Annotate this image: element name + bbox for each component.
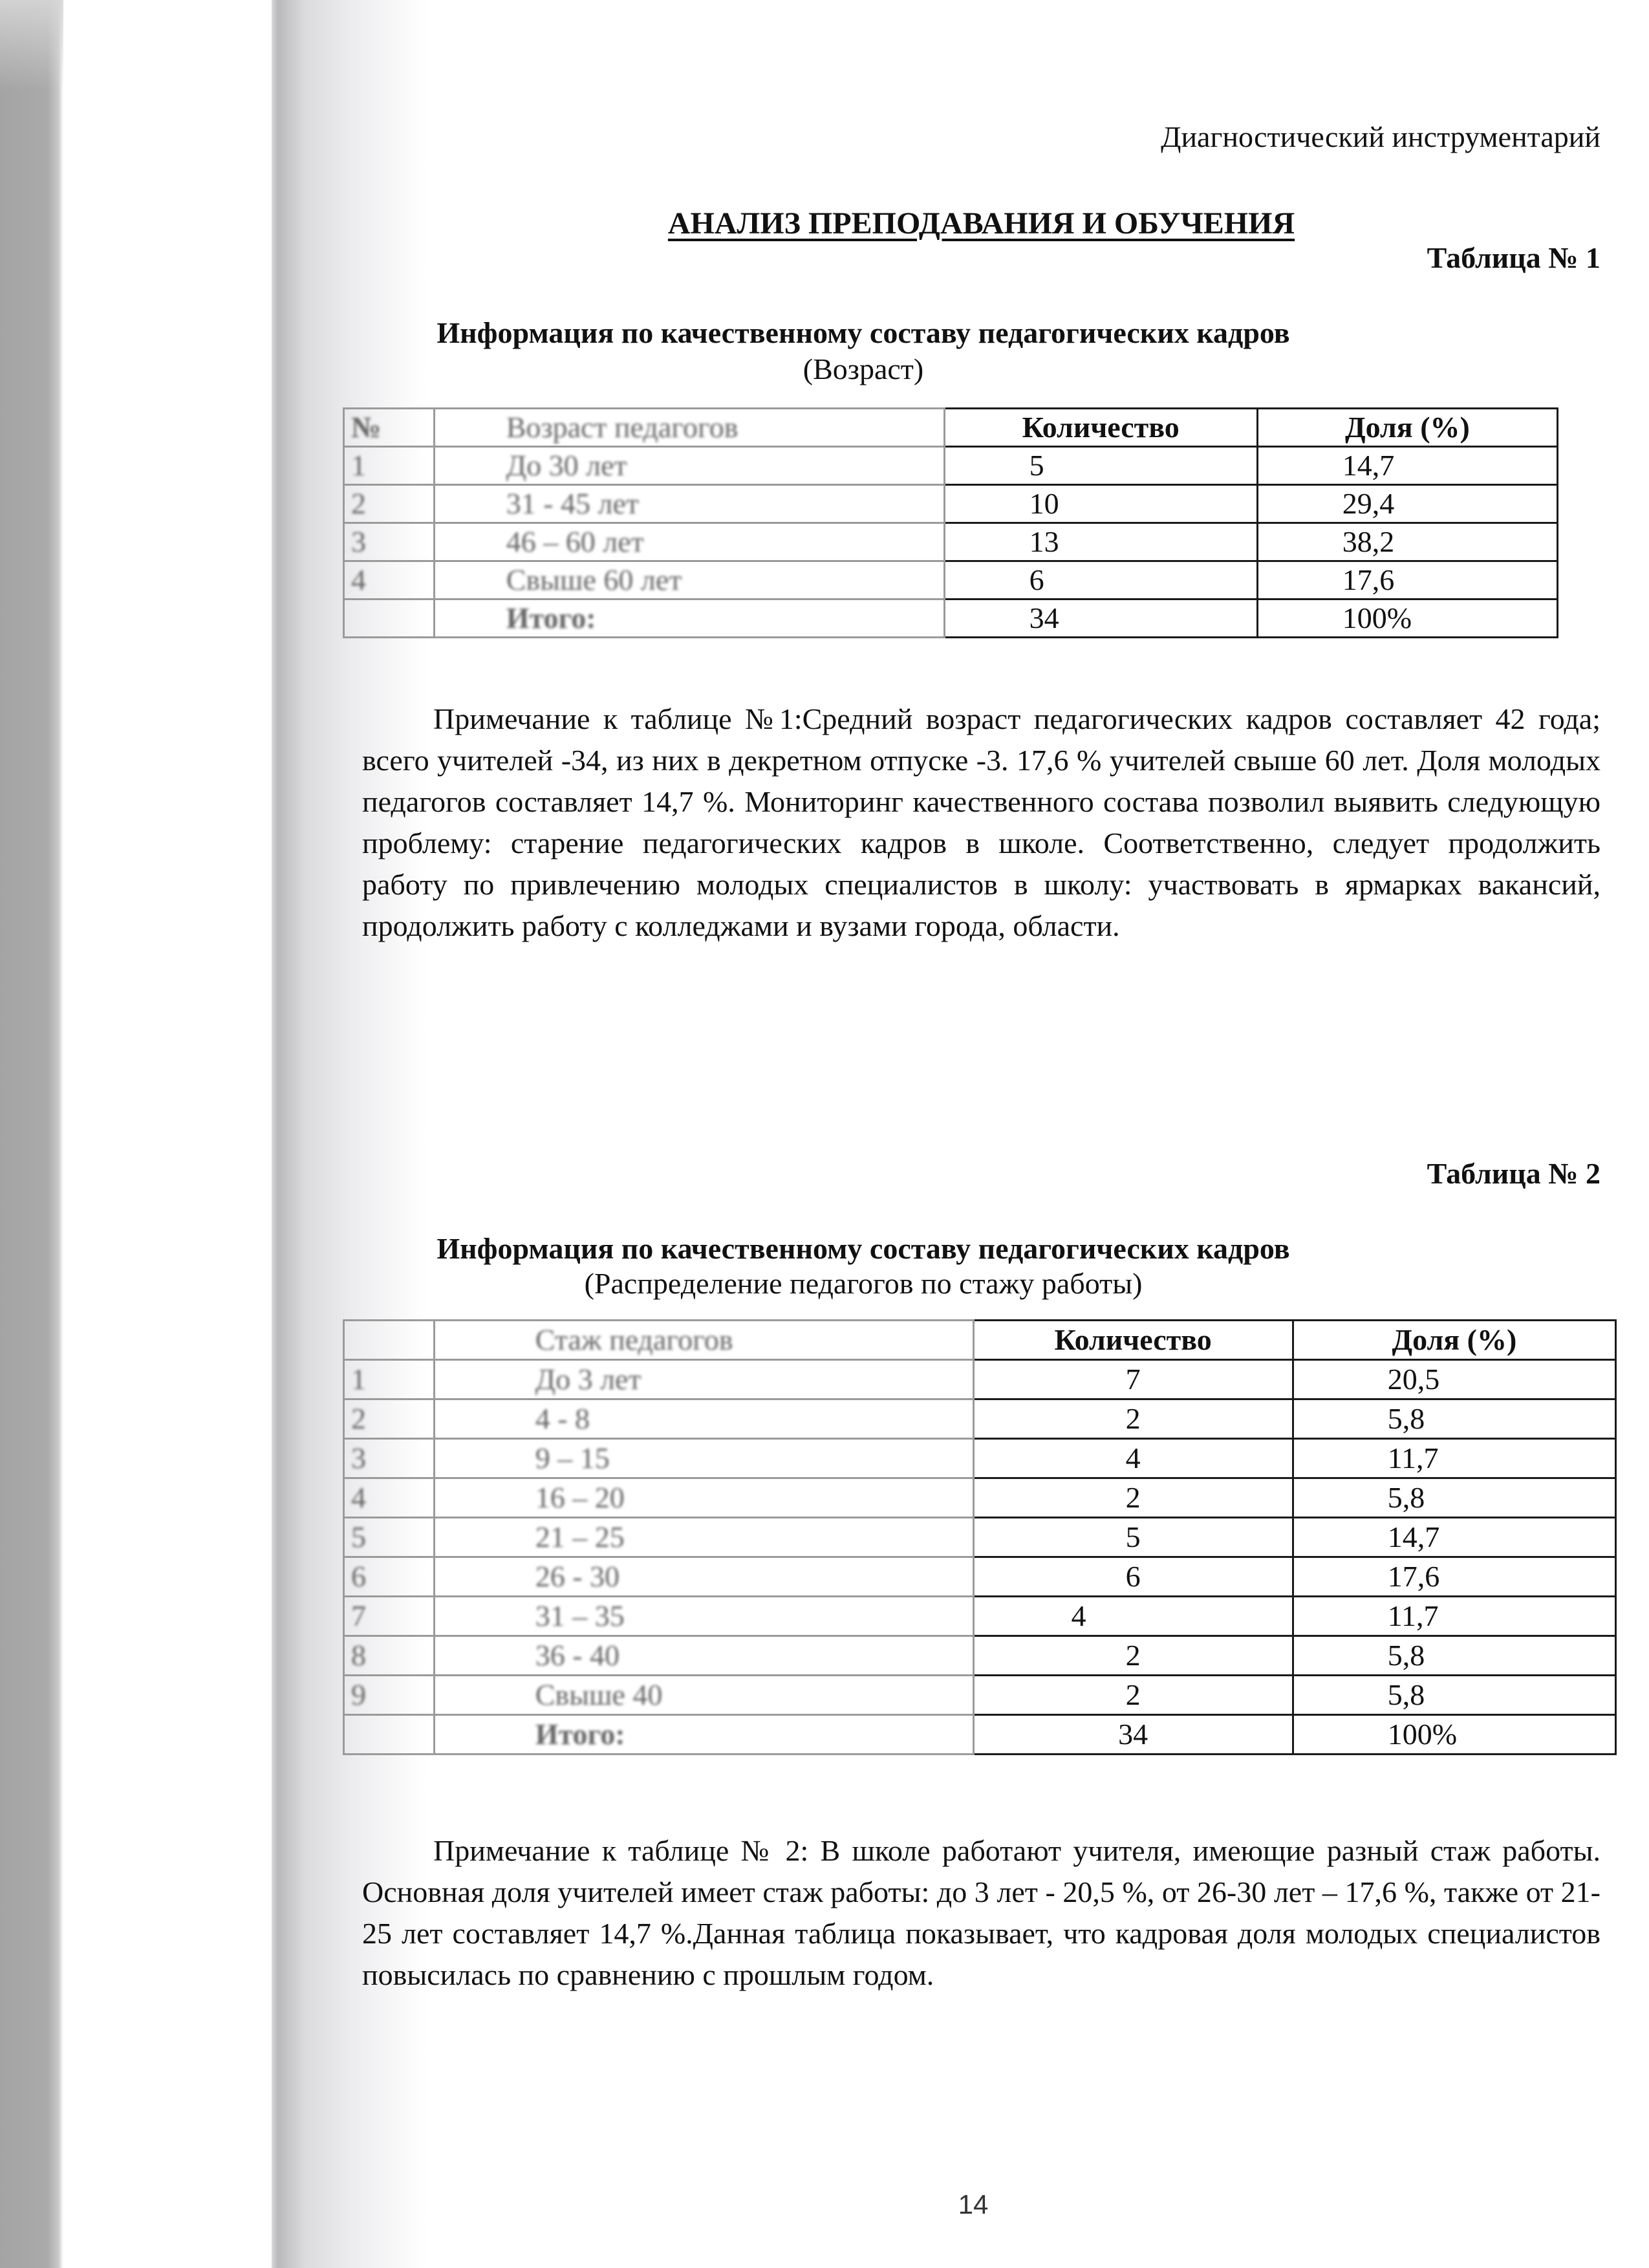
row-label: 9 – 15 <box>434 1439 973 1478</box>
page-title: АНАЛИЗ ПРЕПОДАВАНИЯ И ОБУЧЕНИЯ <box>667 206 1295 241</box>
table-total-row <box>344 1715 1616 1755</box>
row-num: 3 <box>344 523 435 561</box>
table-row <box>344 1478 1616 1518</box>
row-num: 4 <box>344 1478 435 1518</box>
row-label: Свыше 60 лет <box>434 561 944 599</box>
header-age: Возраст педагогов <box>434 409 944 447</box>
total-num <box>344 599 435 638</box>
total-share: 100% <box>1257 599 1557 638</box>
row-label: 36 - 40 <box>434 1636 973 1676</box>
row-count: 2 <box>973 1478 1293 1518</box>
header-num <box>344 1321 435 1360</box>
table2-label: Таблица № 2 <box>1427 1157 1600 1190</box>
page-number: 14 <box>958 2189 989 2219</box>
table1-label: Таблица № 1 <box>1427 241 1600 274</box>
total-share: 100% <box>1293 1715 1615 1755</box>
table-header-row <box>344 1321 1616 1360</box>
table-row <box>344 561 1558 599</box>
table-row <box>344 447 1558 485</box>
row-num: 8 <box>344 1636 435 1676</box>
row-num: 1 <box>344 447 435 485</box>
row-share: 5,8 <box>1293 1399 1615 1439</box>
row-count: 2 <box>973 1399 1293 1439</box>
row-count: 10 <box>944 485 1257 523</box>
total-count: 34 <box>973 1715 1293 1755</box>
table-row <box>344 1399 1616 1439</box>
table-row <box>344 1518 1616 1557</box>
row-share: 5,8 <box>1293 1676 1615 1715</box>
row-count: 5 <box>944 447 1257 485</box>
row-share: 20,5 <box>1293 1360 1615 1399</box>
row-label: Свыше 40 <box>434 1676 973 1715</box>
header-experience: Стаж педагогов <box>434 1321 973 1360</box>
row-count: 2 <box>973 1676 1293 1715</box>
row-label: 26 - 30 <box>434 1557 973 1597</box>
table1-title <box>39 316 1649 350</box>
table2-note: Примечание к таблице № 2: В школе работают учителя, имеющие разный стаж работы. Основная доля учителей имеет стаж работы: до 3 лет - 20,5 %, от 26-30 лет – 17,6 %, также от 21-25 лет составляет 14,7 %.Данная таблица показывает, что кадровая доля молодых специалистов повысилась по сравнению с прошлым годом. <box>362 1834 1600 1991</box>
row-share: 5,8 <box>1293 1636 1615 1676</box>
total-count: 34 <box>944 599 1257 638</box>
header-count: Количество <box>944 409 1257 447</box>
table-row <box>344 1557 1616 1597</box>
row-num: 4 <box>344 561 435 599</box>
header-num: № <box>344 409 435 447</box>
table2-subtitle: (Распределение педагогов по стажу работы) <box>584 1267 1143 1300</box>
row-share: 17,6 <box>1293 1557 1615 1597</box>
table-row <box>344 1597 1616 1636</box>
table-total-row <box>344 599 1558 638</box>
row-num: 2 <box>344 485 435 523</box>
experience-table <box>343 1319 1617 1755</box>
row-label: 31 - 45 лет <box>434 485 944 523</box>
row-share: 11,7 <box>1293 1439 1615 1478</box>
row-num: 5 <box>344 1518 435 1557</box>
table-row <box>344 1676 1616 1715</box>
row-num: 1 <box>344 1360 435 1399</box>
table-row <box>344 523 1558 561</box>
row-label: До 30 лет <box>434 447 944 485</box>
row-count: 7 <box>973 1360 1293 1399</box>
row-count: 6 <box>944 561 1257 599</box>
row-num: 2 <box>344 1399 435 1439</box>
row-count: 2 <box>973 1636 1293 1676</box>
row-count: 6 <box>973 1557 1293 1597</box>
table1-subtitle: (Возраст) <box>803 352 924 385</box>
table-header-row <box>344 409 1558 447</box>
table2-title: Информация по качественному составу педагогических кадров <box>436 1232 1290 1265</box>
table1-title-text: Информация по качественному составу педагогических кадров <box>436 316 1290 349</box>
table-row <box>344 1439 1616 1478</box>
total-num <box>344 1715 435 1755</box>
row-num: 6 <box>344 1557 435 1597</box>
table-row <box>344 1636 1616 1676</box>
row-label: 21 – 25 <box>434 1518 973 1557</box>
row-label: До 3 лет <box>434 1360 973 1399</box>
header-share: Доля (%) <box>1293 1321 1615 1360</box>
row-share: 17,6 <box>1257 561 1557 599</box>
header-count: Количество <box>973 1321 1293 1360</box>
row-share: 14,7 <box>1257 447 1557 485</box>
row-label: 46 – 60 лет <box>434 523 944 561</box>
row-count: 4 <box>973 1597 1293 1636</box>
row-label: 16 – 20 <box>434 1478 973 1518</box>
row-share: 5,8 <box>1293 1478 1615 1518</box>
row-num: 3 <box>344 1439 435 1478</box>
row-share: 38,2 <box>1257 523 1557 561</box>
row-share: 14,7 <box>1293 1518 1615 1557</box>
total-label: Итого: <box>434 1715 973 1755</box>
table-row <box>344 485 1558 523</box>
row-label: 31 – 35 <box>434 1597 973 1636</box>
row-count: 4 <box>973 1439 1293 1478</box>
row-count: 5 <box>973 1518 1293 1557</box>
running-header: Диагностический инструментарий <box>1161 120 1600 153</box>
header-share: Доля (%) <box>1257 409 1557 447</box>
row-num: 9 <box>344 1676 435 1715</box>
total-label: Итого: <box>434 599 944 638</box>
age-table <box>343 407 1558 638</box>
row-share: 29,4 <box>1257 485 1557 523</box>
scan-edge-highlight <box>0 0 63 91</box>
row-count: 13 <box>944 523 1257 561</box>
table-row <box>344 1360 1616 1399</box>
row-label: 4 - 8 <box>434 1399 973 1439</box>
table1-note: Примечание к таблице №1:Средний возраст педагогических кадров составляет 42 года; всего учителей -34, из них в декретном отпуске -3. 17,6 % учителей свыше 60 лет. Доля молодых педагогов составляет 14,7 %. Мониторинг качественного состава позволил выявить следующую проблему: старение педагогических кадров в школе. Соответственно, следует продолжить работу по привлечению молодых специалистов в школу: участвовать в ярмарках вакансий, продолжить работу с колледжами и вузами города, области. <box>362 702 1600 942</box>
row-num: 7 <box>344 1597 435 1636</box>
row-share: 11,7 <box>1293 1597 1615 1636</box>
